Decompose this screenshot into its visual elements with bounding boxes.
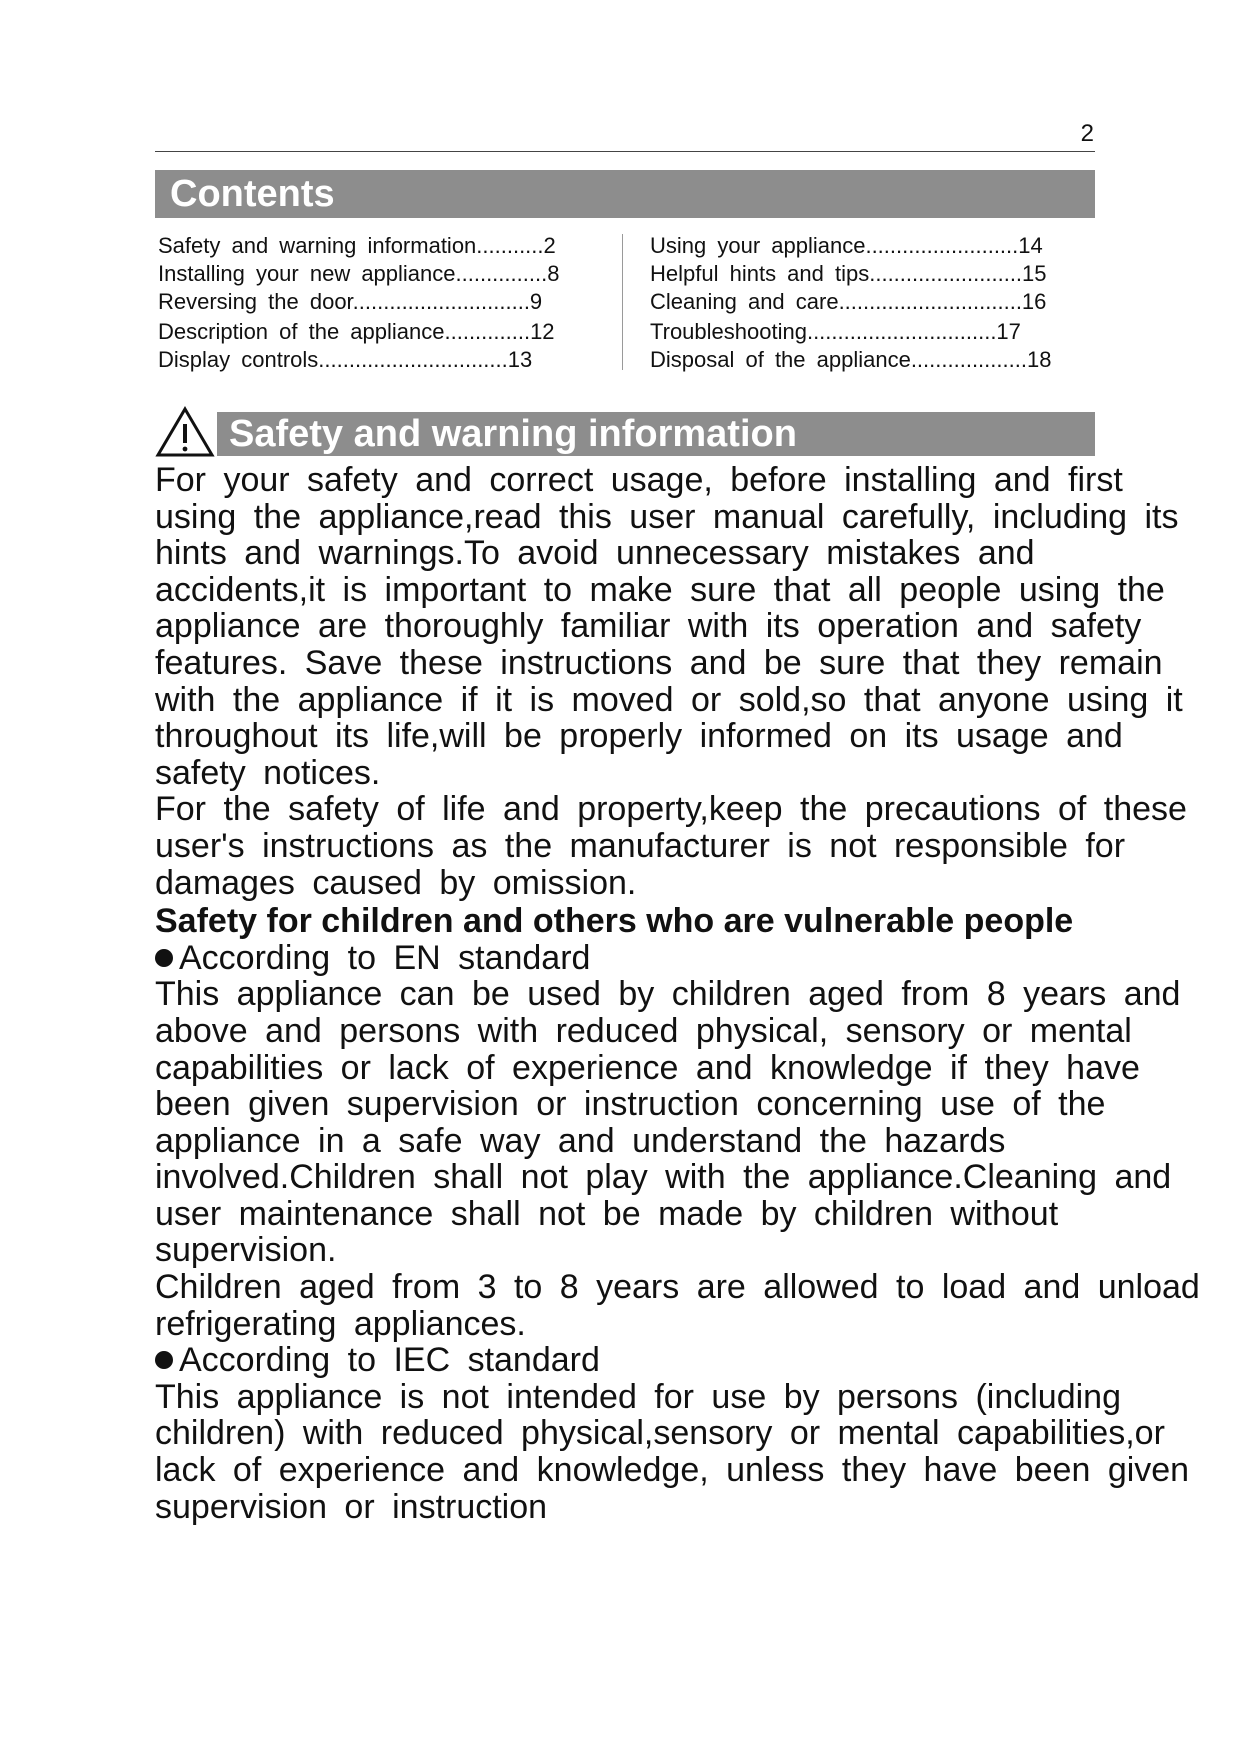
contents-title: Contents — [170, 173, 335, 215]
toc-item[interactable]: Using your appliance.........................14 — [650, 233, 1043, 258]
contents-header-bar — [155, 170, 1095, 218]
safety-section-header — [155, 408, 1095, 458]
toc-item[interactable]: Troubleshooting...............................17 — [650, 319, 1021, 344]
toc-item[interactable]: Cleaning and care..............................16 — [650, 289, 1047, 314]
page-number: 2 — [1080, 120, 1094, 147]
top-rule — [155, 151, 1095, 152]
toc-item[interactable]: Display controls...............................13 — [158, 347, 533, 372]
toc-divider — [622, 234, 623, 370]
toc-right-column — [650, 232, 1110, 374]
safety-title: Safety and warning information — [229, 413, 797, 455]
en-paragraph-2: Children aged from 3 to 8 years are allowed to load and unload refrigerating appliances. — [155, 1268, 1200, 1343]
en-standard-label: According to EN standard — [179, 938, 591, 977]
en-paragraph-1: This appliance can be used by children aged from 8 years and above and persons with reduced physical, sensory or mental capabilities or lack of experience and knowledge if they have been given supervision or instruction concerning use of the appliance in a safe way and understand the hazards involved.Children shall not play with the appliance.Cleaning and user maintenance shall not be made by children without supervision. — [155, 975, 1181, 1270]
toc-item[interactable]: Helpful hints and tips.........................15 — [650, 261, 1047, 286]
iec-paragraph: This appliance is not intended for use by persons (including children) with reduced physical,sensory or mental capabilities,or lack of experience and knowledge, unless they have been given supervision or instruction — [155, 1377, 1190, 1526]
toc-item[interactable]: Disposal of the appliance...................18 — [650, 347, 1052, 372]
warning-triangle-icon — [155, 406, 215, 458]
toc-item[interactable]: Installing your new appliance...............8 — [158, 261, 560, 286]
toc-left-column — [158, 232, 618, 374]
bullet-dot-icon — [155, 1351, 173, 1369]
toc-item[interactable]: Reversing the door.............................9 — [158, 289, 543, 314]
en-standard-bullet — [155, 940, 1215, 977]
intro-paragraph-2: For the safety of life and property,keep the precautions of these user's instructions as the manufacturer is not responsible for damages caused by omission. — [155, 790, 1187, 902]
intro-paragraph-1: For your safety and correct usage, before installing and first using the appliance,read this user manual carefully, including its hints and warnings.To avoid unnecessary mistakes and accidents,it is important to make sure that all people using the appliance are thoroughly familiar with its operation and safety features. Save these instructions and be sure that they remain with the appliance if it is moved or sold,so that anyone using it throughout its life,will be properly informed on its usage and safety notices. — [155, 461, 1183, 792]
iec-standard-label: According to IEC standard — [179, 1341, 600, 1380]
safety-header-bar — [217, 412, 1095, 456]
children-safety-heading: Safety for children and others who are vulnerable people — [155, 902, 1074, 941]
iec-standard-bullet — [155, 1342, 1215, 1379]
bullet-dot-icon — [155, 949, 173, 967]
toc-item[interactable]: Safety and warning information...........2 — [158, 233, 556, 258]
toc-item[interactable]: Description of the appliance..............12 — [158, 319, 555, 344]
safety-body — [155, 462, 1215, 1525]
